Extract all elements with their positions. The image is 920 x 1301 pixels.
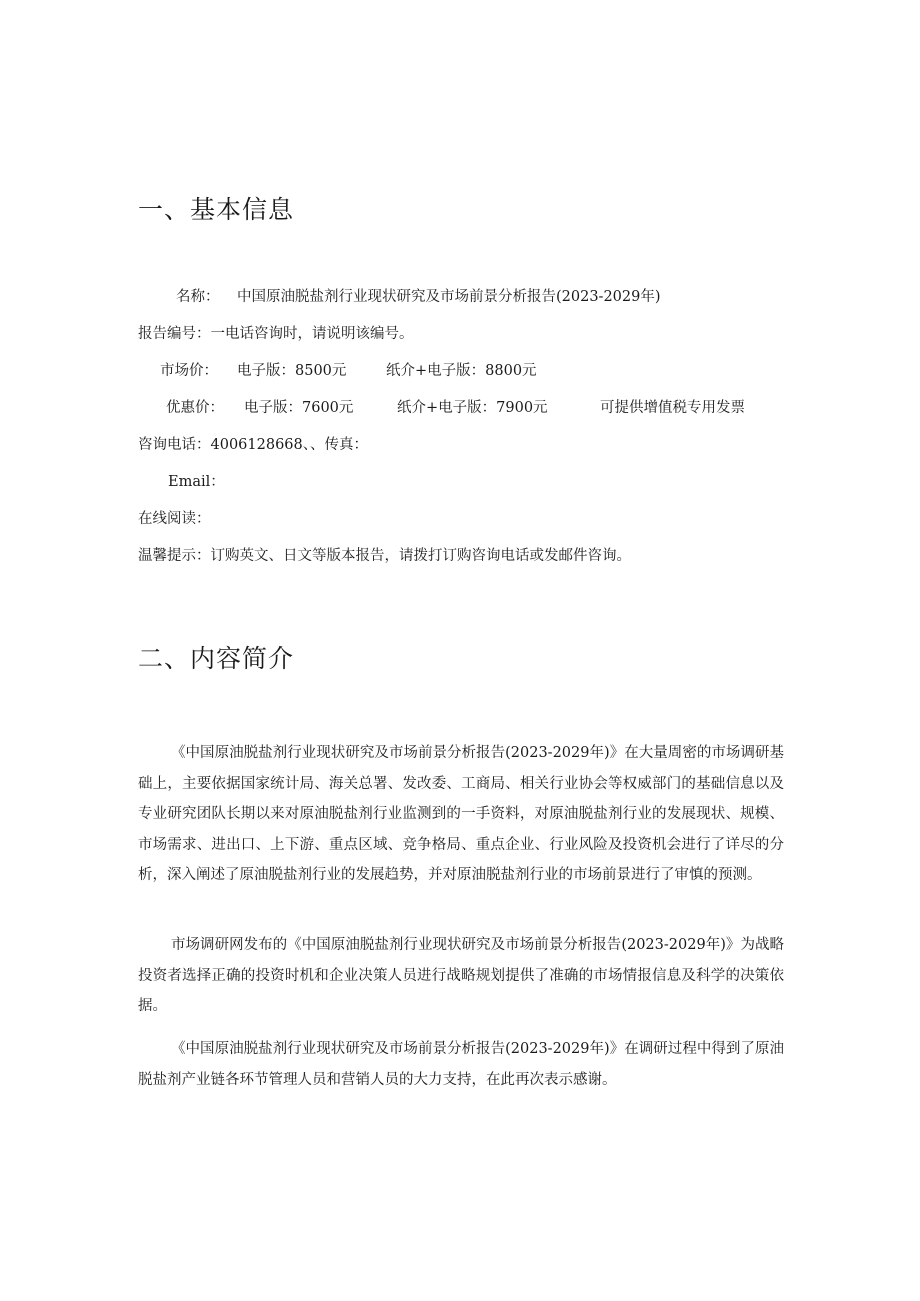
market-price-paper: 纸介+电子版：8800元 <box>386 363 537 379</box>
market-price-electronic: 电子版：8500元 <box>237 363 347 379</box>
section-heading-basic-info: 一、基本信息 <box>138 195 295 224</box>
report-number: 报告编号：一电话咨询时，请说明该编号。 <box>138 326 414 342</box>
email-label: Email： <box>168 474 225 490</box>
invoice-note: 可提供增值税专用发票 <box>600 400 745 416</box>
online-reading-label: 在线阅读： <box>138 511 211 527</box>
section-heading-summary: 二、内容简介 <box>138 644 295 673</box>
discount-price-paper: 纸介+电子版：7900元 <box>397 400 548 416</box>
discount-price-label: 优惠价： <box>166 400 224 416</box>
name-value: 中国原油脱盐剂行业现状研究及市场前景分析报告(2023-2029年) <box>237 289 661 305</box>
warm-tip: 温馨提示：订购英文、日文等版本报告，请拨打订购咨询电话或发邮件咨询。 <box>138 548 631 564</box>
name-label: 名称： <box>176 289 220 305</box>
summary-paragraph: 《中国原油脱盐剂行业现状研究及市场前景分析报告(2023-2029年)》在调研过程中得到了原油脱盐剂产业链各环节管理人员和营销人员的大力支持，在此再次表示感谢。 <box>138 1041 784 1088</box>
contact-phone: 咨询电话：4006128668、、传真： <box>138 437 369 453</box>
discount-price-electronic: 电子版：7600元 <box>244 400 354 416</box>
market-price-label: 市场价： <box>160 363 218 379</box>
summary-paragraph: 《中国原油脱盐剂行业现状研究及市场前景分析报告(2023-2029年)》在大量周密的市场调研基础上，主要依据国家统计局、海关总署、发改委、工商局、相关行业协会等权威部门的基础信息以及专业研究团队长期以来对原油脱盐剂行业监测到的一手资料，对原油脱盐剂行业的发展现状、规模、市场需求、进出口、上下游、重点区域、竞争格局、重点企业、行业风险及投资机会进行了详尽的分析，深入阐述了原油脱盐剂行业的发展趋势，并对原油脱盐剂行业的市场前景进行了审慎的预测。 <box>138 745 784 883</box>
summary-paragraph: 市场调研网发布的《中国原油脱盐剂行业现状研究及市场前景分析报告(2023-2029年)》为战略投资者选择正确的投资时机和企业决策人员进行战略规划提供了准确的市场情报信息及科学的决策依据。 <box>138 937 784 1014</box>
